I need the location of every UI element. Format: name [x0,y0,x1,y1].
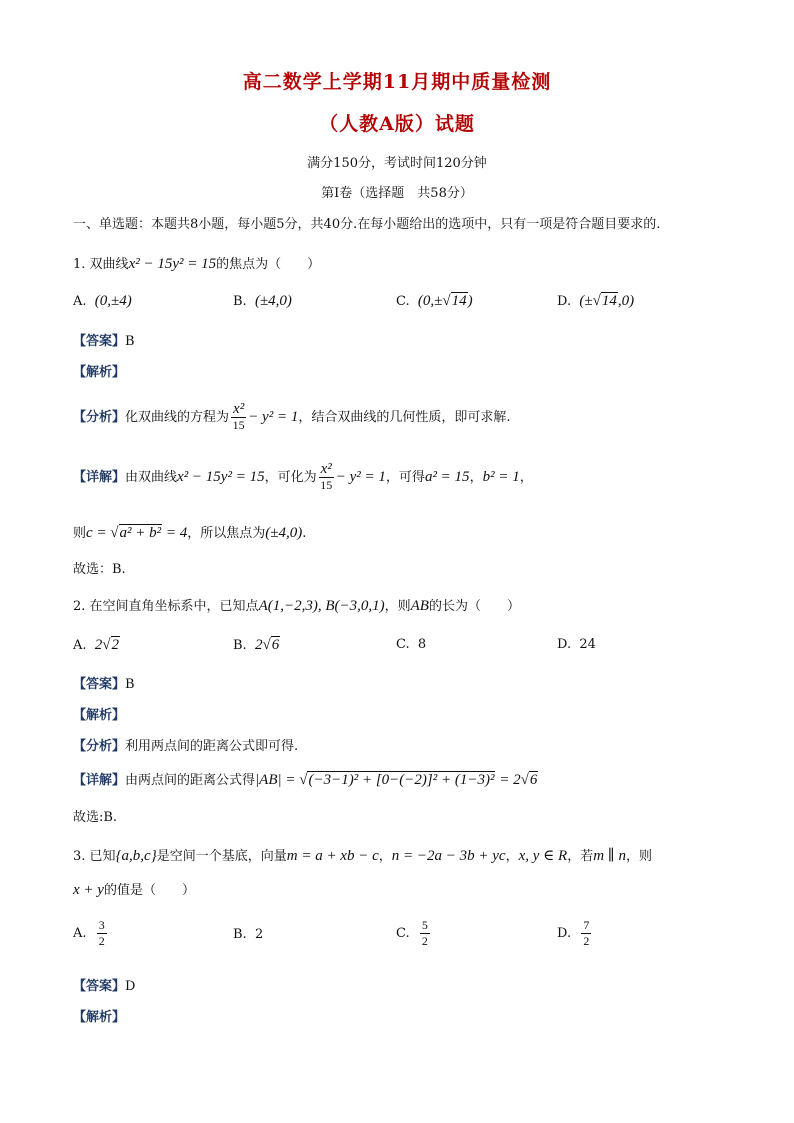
q3-option-a[interactable] [73,918,109,949]
analysis-label: 【解析】 [73,708,126,723]
detail-equation: a² = 15 [424,469,470,485]
q3-text: 的值是（ ） [103,883,195,898]
radicand: 14 [451,293,467,309]
q1-fenxi [73,402,510,433]
q3-answer [73,975,135,994]
radicand: 6 [271,637,280,653]
detail-label: 【详解】 [73,773,126,788]
option-value: 24 [579,637,596,652]
q3-expression: x + y [73,882,104,898]
detail-text: . [302,526,307,541]
option-label: D. [557,637,572,652]
option-label: A. [73,294,87,309]
exam-title: 高二数学上学期11月期中质量检测 [242,71,552,93]
radicand: 14 [601,293,617,309]
detail-text: 由双曲线 [125,470,178,485]
q1-text-post: 的焦点为（ ） [216,257,321,272]
q3-text: ，若 [567,849,594,864]
q1-number: 1. [73,257,86,272]
q1-option-b[interactable] [233,293,292,310]
option-value: (±√14,0) [579,293,635,309]
q2-option-b[interactable] [233,637,280,654]
q3-text: 已知 [89,849,116,864]
fraction-denominator: 2 [98,934,105,948]
detail-equation: = 4 [162,525,188,541]
answer-value: B [125,677,135,692]
radicand: 6 [529,772,538,788]
option-label: D. [557,926,572,941]
q2-detail: 【详解】由两点间的距离公式得|AB| = √(−3−1)² + [0−(−2)]² + (1−3)² = 2√6 [73,772,538,788]
fenxi-text-post: ，结合双曲线的几何性质，即可求解. [298,410,511,425]
detail-text: ，所以焦点为 [187,526,266,541]
detail-equation: |AB| = [255,772,300,788]
answer-label: 【答案】 [73,979,126,994]
fenxi-text-pre: 化双曲线的方程为 [125,410,230,425]
option-value-post: ) [467,293,473,309]
q1-detail-line2: 则c = √a² + b² = 4，所以焦点为(±4,0). [73,525,307,541]
analysis-label: 【解析】 [73,365,126,380]
answer-label: 【答案】 [73,677,126,692]
option-value-pre: (0,± [417,293,443,309]
q2-text-mid: ，则 [384,599,411,614]
option-label: C. [396,637,410,652]
q1-stem [73,253,320,273]
q3-domain: x, y ∈ R [518,848,568,864]
q3-option-b[interactable] [233,927,263,942]
q3-stem [73,845,652,865]
detail-text: ，可得 [385,470,425,485]
q2-conclusion: 故选:B. [73,810,118,825]
answer-value: D [125,979,136,994]
q1-analysis-label [73,361,125,380]
fenxi-text: 利用两点间的距离公式即可得. [125,739,299,754]
q1-option-c[interactable] [396,293,473,310]
q2-fenxi [73,735,298,754]
q2-points: A(1,−2,3), B(−3,0,1) [258,598,385,614]
q3-basis: {a,b,c} [115,848,157,864]
q1-equation: x² − 15y² = 15 [128,256,217,272]
radicand: a² + b² [119,525,162,541]
answer-label: 【答案】 [73,334,126,349]
detail-equation: c = [86,525,111,541]
answer-value: B [125,334,135,349]
fraction-denominator: 15 [320,478,333,492]
q3-text: 是空间一个基底，向量 [156,849,287,864]
detail-equation: (±4,0) [265,525,303,541]
detail-text: ，可化为 [264,470,317,485]
option-value: 2√6 [254,637,280,653]
q3-option-c[interactable] [396,918,432,949]
fenxi-label: 【分析】 [73,410,126,425]
option-value-post: ,0) [617,293,635,309]
q1-text-pre: 双曲线 [89,257,129,272]
radicand: 2 [111,637,120,653]
option-label: A. [73,926,87,941]
detail-text: ， [519,470,533,485]
detail-equation: = 2 [495,772,521,788]
detail-equation: b² = 1 [482,469,520,485]
option-label: B. [233,294,247,309]
fraction [319,462,334,493]
fenxi-equation: − y² = 1 [248,409,299,425]
fraction-denominator: 2 [583,934,590,948]
fraction [97,918,107,949]
q3-text: ， [505,849,519,864]
q2-text-pre: 在空间直角坐标系中，已知点 [89,599,259,614]
option-label: D. [557,294,572,309]
fraction [231,402,246,433]
option-label: B. [233,927,247,942]
option-value: (0,±4) [94,293,132,309]
detail-label: 【详解】 [73,470,126,485]
section-heading: 第Ⅰ卷（选择题 共58分） [321,186,473,201]
q3-text: ，则 [625,849,652,864]
fraction-denominator: 2 [421,934,428,948]
fraction-numerator: 3 [98,918,105,932]
q2-text-post: 的长为（ ） [428,599,520,614]
option-value: 2 [254,927,264,942]
q1-detail [73,462,533,493]
radicand: (−3−1)² + [0−(−2)]² + (1−3)² [308,772,495,788]
q3-number: 3. [73,849,86,864]
q3-analysis-label [73,1006,125,1025]
option-label: A. [73,638,87,653]
q2-option-c[interactable] [396,637,426,652]
option-value: (±4,0) [254,293,292,309]
q1-option-d[interactable] [557,293,634,310]
detail-equation: x² − 15y² = 15 [177,469,265,485]
q3-stem-line2 [73,879,195,899]
fraction-numerator: 5 [421,918,428,932]
fraction-numerator: x² [320,461,332,477]
option-value: (0,±√14) [417,293,473,309]
q3-text: ， [378,849,392,864]
q2-stem [73,595,520,615]
option-value: 2√2 [94,637,120,653]
fenxi-label: 【分析】 [73,739,126,754]
q2-analysis-label [73,704,125,723]
option-coefficient: 2 [254,637,263,653]
fraction-numerator: x² [233,401,245,417]
section-instructions: 一、单选题：本题共8小题，每小题5分，共40分.在每小题给出的选项中，只有一项是符合题目要求的. [73,217,661,232]
detail-text: ， [469,470,483,485]
q2-number: 2. [73,599,86,614]
q3-option-d[interactable] [557,918,593,949]
analysis-label: 【解析】 [73,1010,126,1025]
detail-text: 由两点间的距离公式得 [125,773,256,788]
q2-option-d[interactable] [557,637,596,652]
option-label: C. [396,926,410,941]
fraction [420,918,430,949]
option-label: B. [233,638,247,653]
exam-subtitle: （人教A版）试题 [319,113,475,135]
option-value: 8 [417,637,427,652]
detail-text: 则 [73,526,87,541]
q2-answer [73,673,135,692]
fraction-denominator: 15 [232,418,245,432]
q1-answer [73,330,135,349]
option-value-pre: (± [579,293,593,309]
q3-vector-n: n = −2a − 3b + yc [391,848,506,864]
q1-option-a[interactable] [73,293,132,310]
q3-vector-m: m = a + xb − c [286,848,379,864]
q2-segment: AB [410,598,429,614]
option-label: C. [396,294,410,309]
detail-equation: − y² = 1 [335,469,386,485]
q2-option-a[interactable] [73,637,120,654]
fraction [581,918,591,949]
q1-conclusion: 故选：B. [73,562,126,577]
fraction-numerator: 7 [583,918,590,932]
exam-meta: 满分150分，考试时间120分钟 [307,156,487,171]
option-coefficient: 2 [94,637,103,653]
q3-parallel: m ∥ n [593,848,626,864]
